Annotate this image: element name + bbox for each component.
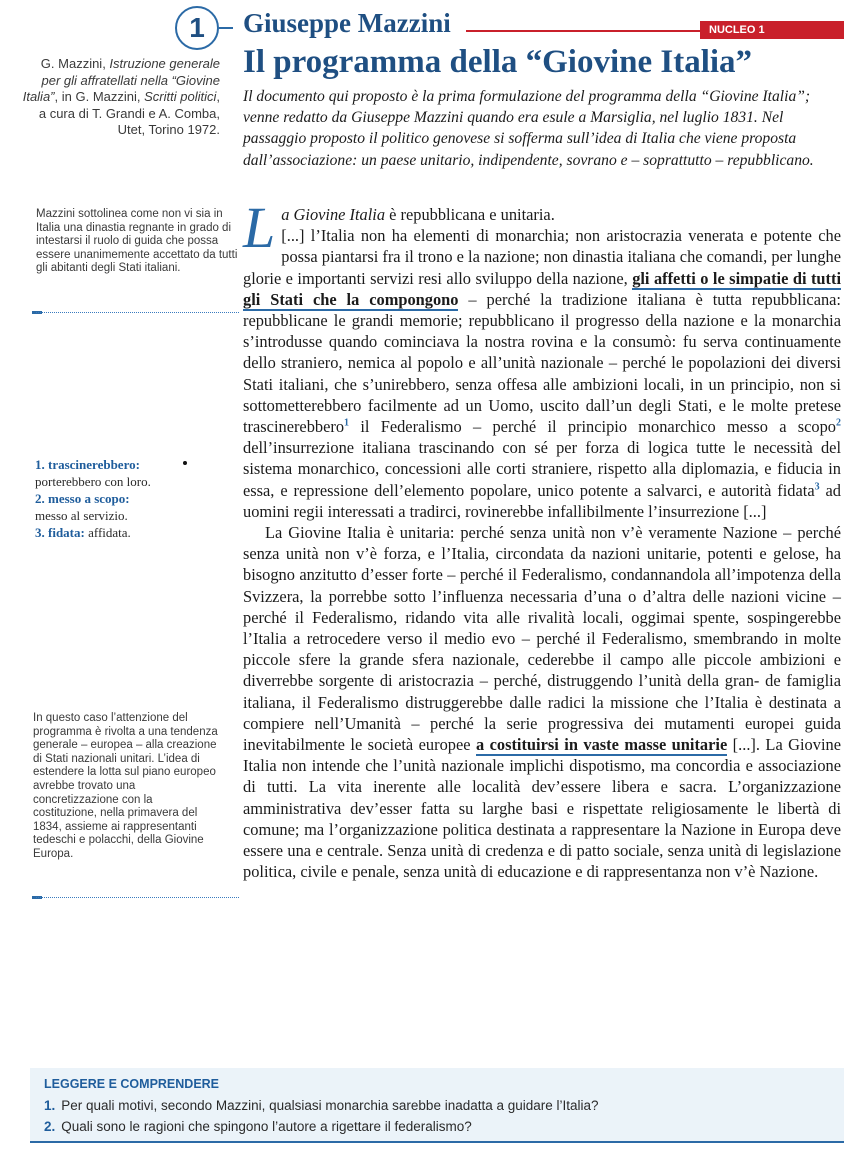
- questions-heading: LEGGERE E COMPRENDERE: [44, 1077, 220, 1091]
- text-span: [...] l’Italia non ha elementi di monarchia; non aristocrazia venerata e potente che possa piantarsi fra il trono e la nazione; non dinastia italiana che comandi, per lunghe glorie e importanti servizi resi allo sviluppo della nazione,: [243, 226, 841, 288]
- text-span: ad uomini regii interessati a tradirci, rovinerebbe infallibilmente l’insurrezione [...]: [243, 480, 841, 521]
- source-line2-suffix: , a cura di T. Grandi e A. Comba, Utet, Torino 1972.: [38, 89, 220, 137]
- footnote-ref: 2: [836, 417, 841, 429]
- glossary-term: 1. trascinerebbero:: [35, 457, 140, 472]
- source-line1-prefix: G. Mazzini,: [40, 56, 110, 71]
- source-collection-title: Scritti politici: [144, 89, 217, 104]
- text-span: il Federalismo – perché il principio monarchico messo a scopo: [349, 417, 836, 437]
- glossary-definition: affidata.: [88, 525, 131, 540]
- glossary: [35, 456, 235, 541]
- question-item: [44, 1119, 472, 1134]
- glossary-definition: messo al servizio.: [35, 508, 128, 523]
- glossary-item: [35, 490, 235, 524]
- paragraph-republican: [243, 195, 841, 522]
- header-rule: [219, 27, 233, 29]
- intro-paragraph: Il documento qui proposto è la prima formulazione del programma della “Giovine Italia”; venne redatto da Giuseppe Mazzini quando era esule a Marsiglia, nel luglio 1831. Nel passaggio proposto il politico genovese si sofferma sull’idea di Italia che viene proposta dall’associazione: un paese unitario, indipendente, sovrano e – soprattutto – repubblicano.: [243, 88, 814, 169]
- glossary-definition: porterebbero con loro.: [35, 474, 151, 489]
- question-text: Quali sono le ragioni che spingono l’autore a rigettare il federalismo?: [61, 1119, 472, 1134]
- text-span: è repubblicana e unitaria.: [385, 205, 555, 224]
- main-text: [243, 195, 841, 883]
- drop-cap: L: [243, 195, 276, 260]
- text-span: – perché la tradizione italiana è tutta repubblicana: repubblicane le grandi memorie; repubblicano il progresso della nazione e la monarchia s’introdusse quando cominciava la nostra rovina e la consumò: fu serva continuamente dello straniero, nemica al popolo e all’unità nazionale – perché le popolazioni dei diversi Stati italiani, che s’unirebbero, senza offesa alle ambizioni locali, in un principio, non si sottometterebbero facilmente ad un Uomo, uscito dall’un degli Stati, e le molte pretese trascinerebbero: [243, 289, 841, 437]
- chapter-number-badge: 1: [175, 6, 219, 50]
- glossary-item: [35, 456, 235, 490]
- text-span: [...]. La Giovine Italia non intende che l’unità nazionale implichi dispotismo, ma concordia e associazione di tutti. La vita inerente alle località dev’essere libera e sacra. L’organizzazione amministrativa dev’esser fatta su larghe basi e rispettate religiosamente le libertà di comune; ma l’organizzazione politica destinata a rappresentare la Nazione in Europa deve essere una e centrale. Senza unità di credenza e di patto sociale, senza unità di legislazione politica, civile e penale, senza unità di educazione e di rappresentanza non v’è Nazione.: [243, 735, 841, 882]
- footnote-ref: 1: [344, 417, 350, 429]
- note-connector: [36, 312, 239, 313]
- side-note-monarchy: Mazzini sottolinea come non vi sia in Italia una dinastia regnante in grado di intestarsi il ruolo di guida che possa essere unanimemente accettato da tutti gli abitanti degli Stati italiani.: [36, 208, 238, 275]
- footnote-ref: 3: [814, 481, 820, 493]
- question-number: 2.: [44, 1119, 56, 1134]
- text-span: La Giovine Italia è unitaria: perché senza unità non v’è veramente Nazione – perché senza unità non v’è forza, e l’Italia, circondata da nazioni unitarie, potenti e gelose, ha bisogno anzitutto d’esser forte – perché il Federalismo, condannandola all’impotenza della Svizzera, la porrebbe sotto l’influenza necessaria d’una o d’altra delle nazioni vicine – perché il Federalismo, ridando vita alle rivalità locali, oggimai spente, sospingerebbe l’Italia a retrocedere verso il medio evo – perché il Federalismo, smembrando in molte piccole sfere la grande sfera nazionale, cederebbe il campo alle piccole ambizioni e diverrebbe sorgente di aristocrazia – perché, distruggendo l’unità della gran- de famiglia italiana, il Federalismo distruggerebbe dalle radici la missione che l’Italia è destinata a compiere nell’Umanità – perché la serie progressiva dei mutamenti europei guida inevitabilmente le società europee: [243, 523, 841, 755]
- source-line1-suffix: ,: [54, 89, 59, 104]
- side-note-europe: In questo caso l’attenzione del programma è rivolta a una tendenza generale – europea – alla creazione di Stati nazionali unitari. L’idea di estendere la lotta sul piano europeo avrebbe trovato una concretizzazione con la costituzione, nella primavera del 1834, assieme ai rappresentanti tedeschi e polacchi, della Giovine Europa.: [33, 712, 218, 860]
- question-number: 1.: [44, 1098, 56, 1113]
- author-name: Giuseppe Mazzini: [243, 8, 451, 38]
- paragraph-unitary: [243, 522, 841, 882]
- page-title: Il programma della “Giovine Italia”: [243, 44, 753, 80]
- highlighted-phrase: gli affetti o le simpatie di tutti gli Stati che la compongono: [243, 268, 841, 309]
- glossary-term: 2. messo a scopo:: [35, 491, 130, 506]
- source-citation: [20, 56, 220, 139]
- glossary-item: [35, 524, 235, 541]
- glossary-term: 3. fidata:: [35, 525, 85, 540]
- highlighted-phrase: a costituirsi in vaste masse unitarie: [475, 735, 728, 755]
- question-text: Per quali motivi, secondo Mazzini, qualsiasi monarchia sarebbe inadatta a guidare l’Italia?: [61, 1098, 599, 1113]
- nucleo-badge: NUCLEO 1: [700, 21, 844, 39]
- source-work-title: Istruzione generale per gli affratellati nella “Giovine Italia”: [22, 56, 220, 104]
- source-line2-prefix: in G. Mazzini,: [61, 89, 145, 104]
- association-name: a Giovine Italia: [281, 205, 386, 224]
- questions-box: [30, 1068, 844, 1143]
- text-span: dell’insurrezione italiana trascinando con sé per forza di logica tutte le necessità del sistema monarchico, concessioni alle corti straniere, rispetto alla diplomazia, e fiducia in essa, e repressione dell’elemento popolare, unico potente a salvarci, e autorità fidata: [243, 438, 841, 500]
- question-item: [44, 1098, 599, 1113]
- note-connector: [36, 897, 239, 898]
- bullet-dot: [183, 461, 187, 465]
